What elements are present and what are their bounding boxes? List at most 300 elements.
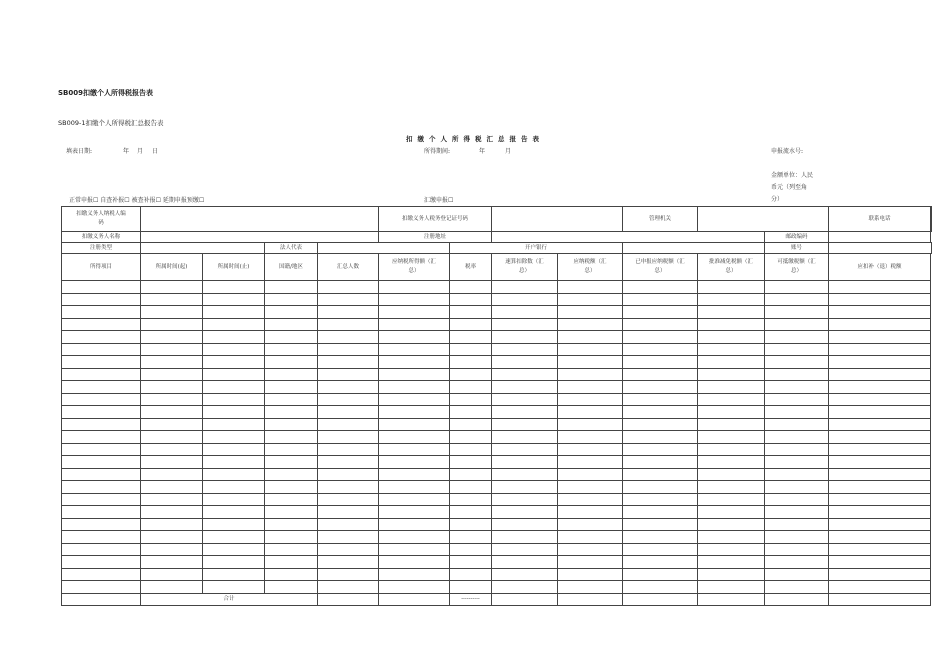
table-cell[interactable] [698, 506, 765, 519]
table-cell[interactable] [318, 381, 379, 394]
table-cell[interactable] [492, 506, 558, 519]
table-cell[interactable] [829, 431, 931, 444]
table-cell[interactable] [765, 556, 829, 569]
table-cell[interactable] [318, 468, 379, 481]
table-cell[interactable] [318, 506, 379, 519]
table-cell[interactable] [265, 431, 318, 444]
table-cell[interactable] [265, 418, 318, 431]
table-cell[interactable] [265, 318, 318, 331]
table-cell[interactable] [265, 531, 318, 544]
table-cell[interactable] [558, 418, 623, 431]
table-cell[interactable] [265, 443, 318, 456]
taxpayer-id-value[interactable] [141, 207, 379, 232]
table-cell[interactable] [203, 443, 265, 456]
table-cell[interactable] [141, 281, 203, 294]
table-cell[interactable] [265, 481, 318, 494]
table-cell[interactable] [318, 556, 379, 569]
table-cell[interactable] [62, 543, 141, 556]
table-cell[interactable] [450, 331, 492, 344]
table-cell[interactable] [492, 431, 558, 444]
table-cell[interactable] [318, 543, 379, 556]
bank-value[interactable] [623, 243, 765, 254]
table-cell[interactable] [765, 343, 829, 356]
table-cell[interactable] [829, 481, 931, 494]
table-cell[interactable] [141, 343, 203, 356]
postcode-value[interactable] [829, 232, 931, 243]
table-cell[interactable] [558, 581, 623, 594]
table-cell[interactable] [141, 518, 203, 531]
table-cell[interactable] [141, 543, 203, 556]
table-cell[interactable] [765, 456, 829, 469]
table-cell[interactable] [623, 331, 698, 344]
table-cell[interactable] [203, 393, 265, 406]
table-cell[interactable] [203, 581, 265, 594]
table-cell[interactable] [141, 431, 203, 444]
table-cell[interactable] [698, 406, 765, 419]
table-cell[interactable] [62, 518, 141, 531]
table-cell[interactable] [203, 306, 265, 319]
table-cell[interactable] [450, 306, 492, 319]
table-cell[interactable] [203, 556, 265, 569]
table-cell[interactable] [450, 418, 492, 431]
table-cell[interactable] [450, 556, 492, 569]
table-cell[interactable] [379, 343, 450, 356]
table-cell[interactable] [698, 468, 765, 481]
table-cell[interactable] [141, 506, 203, 519]
table-cell[interactable] [203, 318, 265, 331]
table-cell[interactable] [829, 468, 931, 481]
table-cell[interactable] [62, 343, 141, 356]
table-cell[interactable] [379, 531, 450, 544]
table-cell[interactable] [492, 481, 558, 494]
table-cell[interactable] [450, 456, 492, 469]
table-cell[interactable] [698, 518, 765, 531]
table-cell[interactable] [765, 443, 829, 456]
table-cell[interactable] [203, 331, 265, 344]
table-cell[interactable] [203, 406, 265, 419]
table-cell[interactable] [829, 456, 931, 469]
reg-address-value[interactable] [492, 232, 765, 243]
table-cell[interactable] [623, 368, 698, 381]
table-cell[interactable] [765, 468, 829, 481]
table-cell[interactable] [623, 556, 698, 569]
table-cell[interactable] [829, 293, 931, 306]
table-cell[interactable] [492, 381, 558, 394]
table-cell[interactable] [492, 306, 558, 319]
total-value-cell[interactable] [829, 593, 931, 605]
table-cell[interactable] [318, 518, 379, 531]
table-cell[interactable] [318, 281, 379, 294]
table-cell[interactable] [492, 418, 558, 431]
table-cell[interactable] [379, 418, 450, 431]
table-cell[interactable] [141, 456, 203, 469]
table-cell[interactable] [450, 431, 492, 444]
table-cell[interactable] [623, 381, 698, 394]
legal-rep-value[interactable] [318, 243, 450, 254]
total-blank-cell[interactable] [62, 593, 141, 605]
table-cell[interactable] [765, 418, 829, 431]
table-cell[interactable] [318, 406, 379, 419]
total-count-cell[interactable] [318, 593, 379, 605]
table-cell[interactable] [265, 293, 318, 306]
table-cell[interactable] [141, 356, 203, 369]
table-cell[interactable] [450, 406, 492, 419]
table-cell[interactable] [318, 568, 379, 581]
table-cell[interactable] [623, 493, 698, 506]
table-cell[interactable] [492, 318, 558, 331]
table-cell[interactable] [623, 406, 698, 419]
table-cell[interactable] [623, 281, 698, 294]
table-cell[interactable] [765, 518, 829, 531]
table-cell[interactable] [558, 318, 623, 331]
table-cell[interactable] [623, 456, 698, 469]
total-value-cell[interactable] [492, 593, 558, 605]
table-cell[interactable] [558, 343, 623, 356]
table-cell[interactable] [829, 406, 931, 419]
table-cell[interactable] [265, 368, 318, 381]
table-cell[interactable] [265, 356, 318, 369]
table-cell[interactable] [379, 568, 450, 581]
table-cell[interactable] [450, 481, 492, 494]
table-cell[interactable] [829, 506, 931, 519]
table-cell[interactable] [62, 306, 141, 319]
table-cell[interactable] [141, 481, 203, 494]
total-taxable-income-cell[interactable] [379, 593, 450, 605]
table-cell[interactable] [829, 518, 931, 531]
table-cell[interactable] [265, 468, 318, 481]
table-cell[interactable] [379, 293, 450, 306]
table-cell[interactable] [558, 481, 623, 494]
table-cell[interactable] [492, 293, 558, 306]
table-cell[interactable] [558, 306, 623, 319]
table-cell[interactable] [558, 456, 623, 469]
table-cell[interactable] [318, 318, 379, 331]
table-cell[interactable] [450, 293, 492, 306]
table-cell[interactable] [558, 443, 623, 456]
table-cell[interactable] [492, 518, 558, 531]
table-cell[interactable] [698, 293, 765, 306]
table-cell[interactable] [62, 556, 141, 569]
table-cell[interactable] [450, 393, 492, 406]
table-cell[interactable] [623, 518, 698, 531]
table-cell[interactable] [623, 568, 698, 581]
table-cell[interactable] [450, 381, 492, 394]
table-cell[interactable] [558, 518, 623, 531]
table-cell[interactable] [62, 368, 141, 381]
table-cell[interactable] [558, 506, 623, 519]
table-cell[interactable] [379, 318, 450, 331]
table-cell[interactable] [265, 543, 318, 556]
table-cell[interactable] [62, 431, 141, 444]
table-cell[interactable] [698, 343, 765, 356]
table-cell[interactable] [450, 368, 492, 381]
table-cell[interactable] [492, 343, 558, 356]
tax-reg-no-value[interactable] [492, 207, 623, 232]
table-cell[interactable] [203, 293, 265, 306]
table-cell[interactable] [203, 518, 265, 531]
table-cell[interactable] [558, 431, 623, 444]
table-cell[interactable] [698, 418, 765, 431]
table-cell[interactable] [623, 581, 698, 594]
table-cell[interactable] [558, 381, 623, 394]
table-cell[interactable] [623, 318, 698, 331]
table-cell[interactable] [379, 281, 450, 294]
table-cell[interactable] [698, 456, 765, 469]
table-cell[interactable] [318, 306, 379, 319]
table-cell[interactable] [492, 456, 558, 469]
table-cell[interactable] [558, 531, 623, 544]
table-cell[interactable] [623, 343, 698, 356]
table-cell[interactable] [558, 281, 623, 294]
table-cell[interactable] [829, 443, 931, 456]
table-cell[interactable] [62, 456, 141, 469]
table-cell[interactable] [698, 493, 765, 506]
table-cell[interactable] [765, 406, 829, 419]
table-cell[interactable] [318, 343, 379, 356]
table-cell[interactable] [265, 406, 318, 419]
table-cell[interactable] [318, 393, 379, 406]
table-cell[interactable] [450, 493, 492, 506]
table-cell[interactable] [141, 418, 203, 431]
table-cell[interactable] [379, 456, 450, 469]
table-cell[interactable] [203, 431, 265, 444]
table-cell[interactable] [829, 318, 931, 331]
table-cell[interactable] [203, 343, 265, 356]
table-cell[interactable] [623, 418, 698, 431]
table-cell[interactable] [379, 518, 450, 531]
table-cell[interactable] [450, 318, 492, 331]
table-cell[interactable] [62, 481, 141, 494]
table-cell[interactable] [379, 306, 450, 319]
table-cell[interactable] [829, 543, 931, 556]
table-cell[interactable] [623, 506, 698, 519]
table-cell[interactable] [558, 493, 623, 506]
table-cell[interactable] [203, 543, 265, 556]
table-cell[interactable] [141, 368, 203, 381]
table-cell[interactable] [558, 356, 623, 369]
table-cell[interactable] [829, 418, 931, 431]
table-cell[interactable] [492, 531, 558, 544]
table-cell[interactable] [765, 493, 829, 506]
table-cell[interactable] [698, 556, 765, 569]
table-cell[interactable] [62, 293, 141, 306]
table-cell[interactable] [698, 581, 765, 594]
table-cell[interactable] [698, 568, 765, 581]
table-cell[interactable] [62, 318, 141, 331]
table-cell[interactable] [765, 531, 829, 544]
table-cell[interactable] [765, 281, 829, 294]
table-cell[interactable] [203, 418, 265, 431]
table-cell[interactable] [765, 318, 829, 331]
table-cell[interactable] [765, 368, 829, 381]
table-cell[interactable] [379, 581, 450, 594]
table-cell[interactable] [765, 306, 829, 319]
table-cell[interactable] [62, 393, 141, 406]
table-cell[interactable] [62, 331, 141, 344]
table-cell[interactable] [62, 406, 141, 419]
table-cell[interactable] [379, 468, 450, 481]
table-cell[interactable] [492, 468, 558, 481]
table-cell[interactable] [450, 568, 492, 581]
table-cell[interactable] [265, 581, 318, 594]
table-cell[interactable] [141, 318, 203, 331]
table-cell[interactable] [450, 281, 492, 294]
table-cell[interactable] [450, 581, 492, 594]
table-cell[interactable] [558, 393, 623, 406]
table-cell[interactable] [62, 443, 141, 456]
table-cell[interactable] [203, 356, 265, 369]
table-cell[interactable] [698, 331, 765, 344]
table-cell[interactable] [265, 281, 318, 294]
table-cell[interactable] [62, 356, 141, 369]
table-cell[interactable] [623, 393, 698, 406]
table-cell[interactable] [62, 581, 141, 594]
declaration-type-options[interactable]: 正常申报☐ 自查补报☐ 被查补报☐ 延期申报预缴☐ [69, 197, 205, 204]
table-cell[interactable] [623, 531, 698, 544]
table-cell[interactable] [698, 356, 765, 369]
table-cell[interactable] [450, 443, 492, 456]
table-cell[interactable] [141, 443, 203, 456]
total-value-cell[interactable] [765, 593, 829, 605]
table-cell[interactable] [829, 331, 931, 344]
table-cell[interactable] [698, 443, 765, 456]
table-cell[interactable] [379, 368, 450, 381]
table-cell[interactable] [698, 481, 765, 494]
table-cell[interactable] [450, 531, 492, 544]
table-cell[interactable] [141, 468, 203, 481]
table-cell[interactable] [379, 506, 450, 519]
reg-type-value[interactable] [141, 243, 265, 254]
table-cell[interactable] [492, 281, 558, 294]
table-cell[interactable] [203, 368, 265, 381]
table-cell[interactable] [141, 293, 203, 306]
table-cell[interactable] [765, 481, 829, 494]
table-cell[interactable] [492, 406, 558, 419]
table-cell[interactable] [141, 381, 203, 394]
table-cell[interactable] [765, 293, 829, 306]
table-cell[interactable] [203, 568, 265, 581]
table-cell[interactable] [203, 506, 265, 519]
table-cell[interactable] [265, 506, 318, 519]
table-cell[interactable] [623, 431, 698, 444]
table-cell[interactable] [623, 443, 698, 456]
table-cell[interactable] [141, 568, 203, 581]
table-cell[interactable] [829, 343, 931, 356]
table-cell[interactable] [829, 493, 931, 506]
table-cell[interactable] [318, 368, 379, 381]
table-cell[interactable] [450, 518, 492, 531]
table-cell[interactable] [765, 543, 829, 556]
summary-declaration-option[interactable]: 汇缴申报☐ [424, 197, 454, 204]
table-cell[interactable] [492, 556, 558, 569]
table-cell[interactable] [558, 556, 623, 569]
table-cell[interactable] [141, 306, 203, 319]
table-cell[interactable] [62, 493, 141, 506]
table-cell[interactable] [765, 393, 829, 406]
table-cell[interactable] [765, 356, 829, 369]
table-cell[interactable] [698, 368, 765, 381]
table-cell[interactable] [623, 306, 698, 319]
table-cell[interactable] [265, 518, 318, 531]
table-cell[interactable] [829, 581, 931, 594]
table-cell[interactable] [141, 531, 203, 544]
table-cell[interactable] [141, 581, 203, 594]
table-cell[interactable] [203, 281, 265, 294]
table-cell[interactable] [829, 281, 931, 294]
table-cell[interactable] [558, 568, 623, 581]
total-value-cell[interactable] [698, 593, 765, 605]
table-cell[interactable] [318, 431, 379, 444]
table-cell[interactable] [765, 506, 829, 519]
account-value[interactable] [829, 243, 932, 254]
table-cell[interactable] [450, 468, 492, 481]
table-cell[interactable] [318, 331, 379, 344]
table-cell[interactable] [450, 506, 492, 519]
table-cell[interactable] [623, 293, 698, 306]
table-cell[interactable] [318, 581, 379, 594]
table-cell[interactable] [62, 381, 141, 394]
table-cell[interactable] [318, 293, 379, 306]
table-cell[interactable] [265, 381, 318, 394]
table-cell[interactable] [829, 556, 931, 569]
table-cell[interactable] [379, 556, 450, 569]
table-cell[interactable] [765, 581, 829, 594]
table-cell[interactable] [379, 493, 450, 506]
table-cell[interactable] [829, 306, 931, 319]
table-cell[interactable] [265, 343, 318, 356]
tax-authority-value[interactable] [698, 207, 829, 232]
table-cell[interactable] [203, 381, 265, 394]
table-cell[interactable] [698, 393, 765, 406]
table-cell[interactable] [829, 368, 931, 381]
table-cell[interactable] [62, 531, 141, 544]
total-value-cell[interactable] [623, 593, 698, 605]
table-cell[interactable] [379, 331, 450, 344]
table-cell[interactable] [829, 356, 931, 369]
table-cell[interactable] [492, 331, 558, 344]
table-cell[interactable] [318, 443, 379, 456]
table-cell[interactable] [379, 543, 450, 556]
table-cell[interactable] [62, 568, 141, 581]
table-cell[interactable] [265, 306, 318, 319]
table-cell[interactable] [558, 368, 623, 381]
table-cell[interactable] [558, 293, 623, 306]
table-cell[interactable] [698, 543, 765, 556]
table-cell[interactable] [558, 331, 623, 344]
table-cell[interactable] [141, 331, 203, 344]
table-cell[interactable] [450, 543, 492, 556]
table-cell[interactable] [492, 443, 558, 456]
table-cell[interactable] [698, 431, 765, 444]
table-cell[interactable] [379, 356, 450, 369]
table-cell[interactable] [318, 456, 379, 469]
table-cell[interactable] [698, 281, 765, 294]
table-cell[interactable] [558, 406, 623, 419]
table-cell[interactable] [698, 531, 765, 544]
table-cell[interactable] [141, 406, 203, 419]
table-cell[interactable] [765, 331, 829, 344]
table-cell[interactable] [62, 468, 141, 481]
table-cell[interactable] [203, 456, 265, 469]
table-cell[interactable] [265, 456, 318, 469]
table-cell[interactable] [765, 431, 829, 444]
table-cell[interactable] [492, 393, 558, 406]
table-cell[interactable] [492, 543, 558, 556]
table-cell[interactable] [203, 493, 265, 506]
table-cell[interactable] [492, 581, 558, 594]
table-cell[interactable] [379, 443, 450, 456]
table-cell[interactable] [265, 493, 318, 506]
